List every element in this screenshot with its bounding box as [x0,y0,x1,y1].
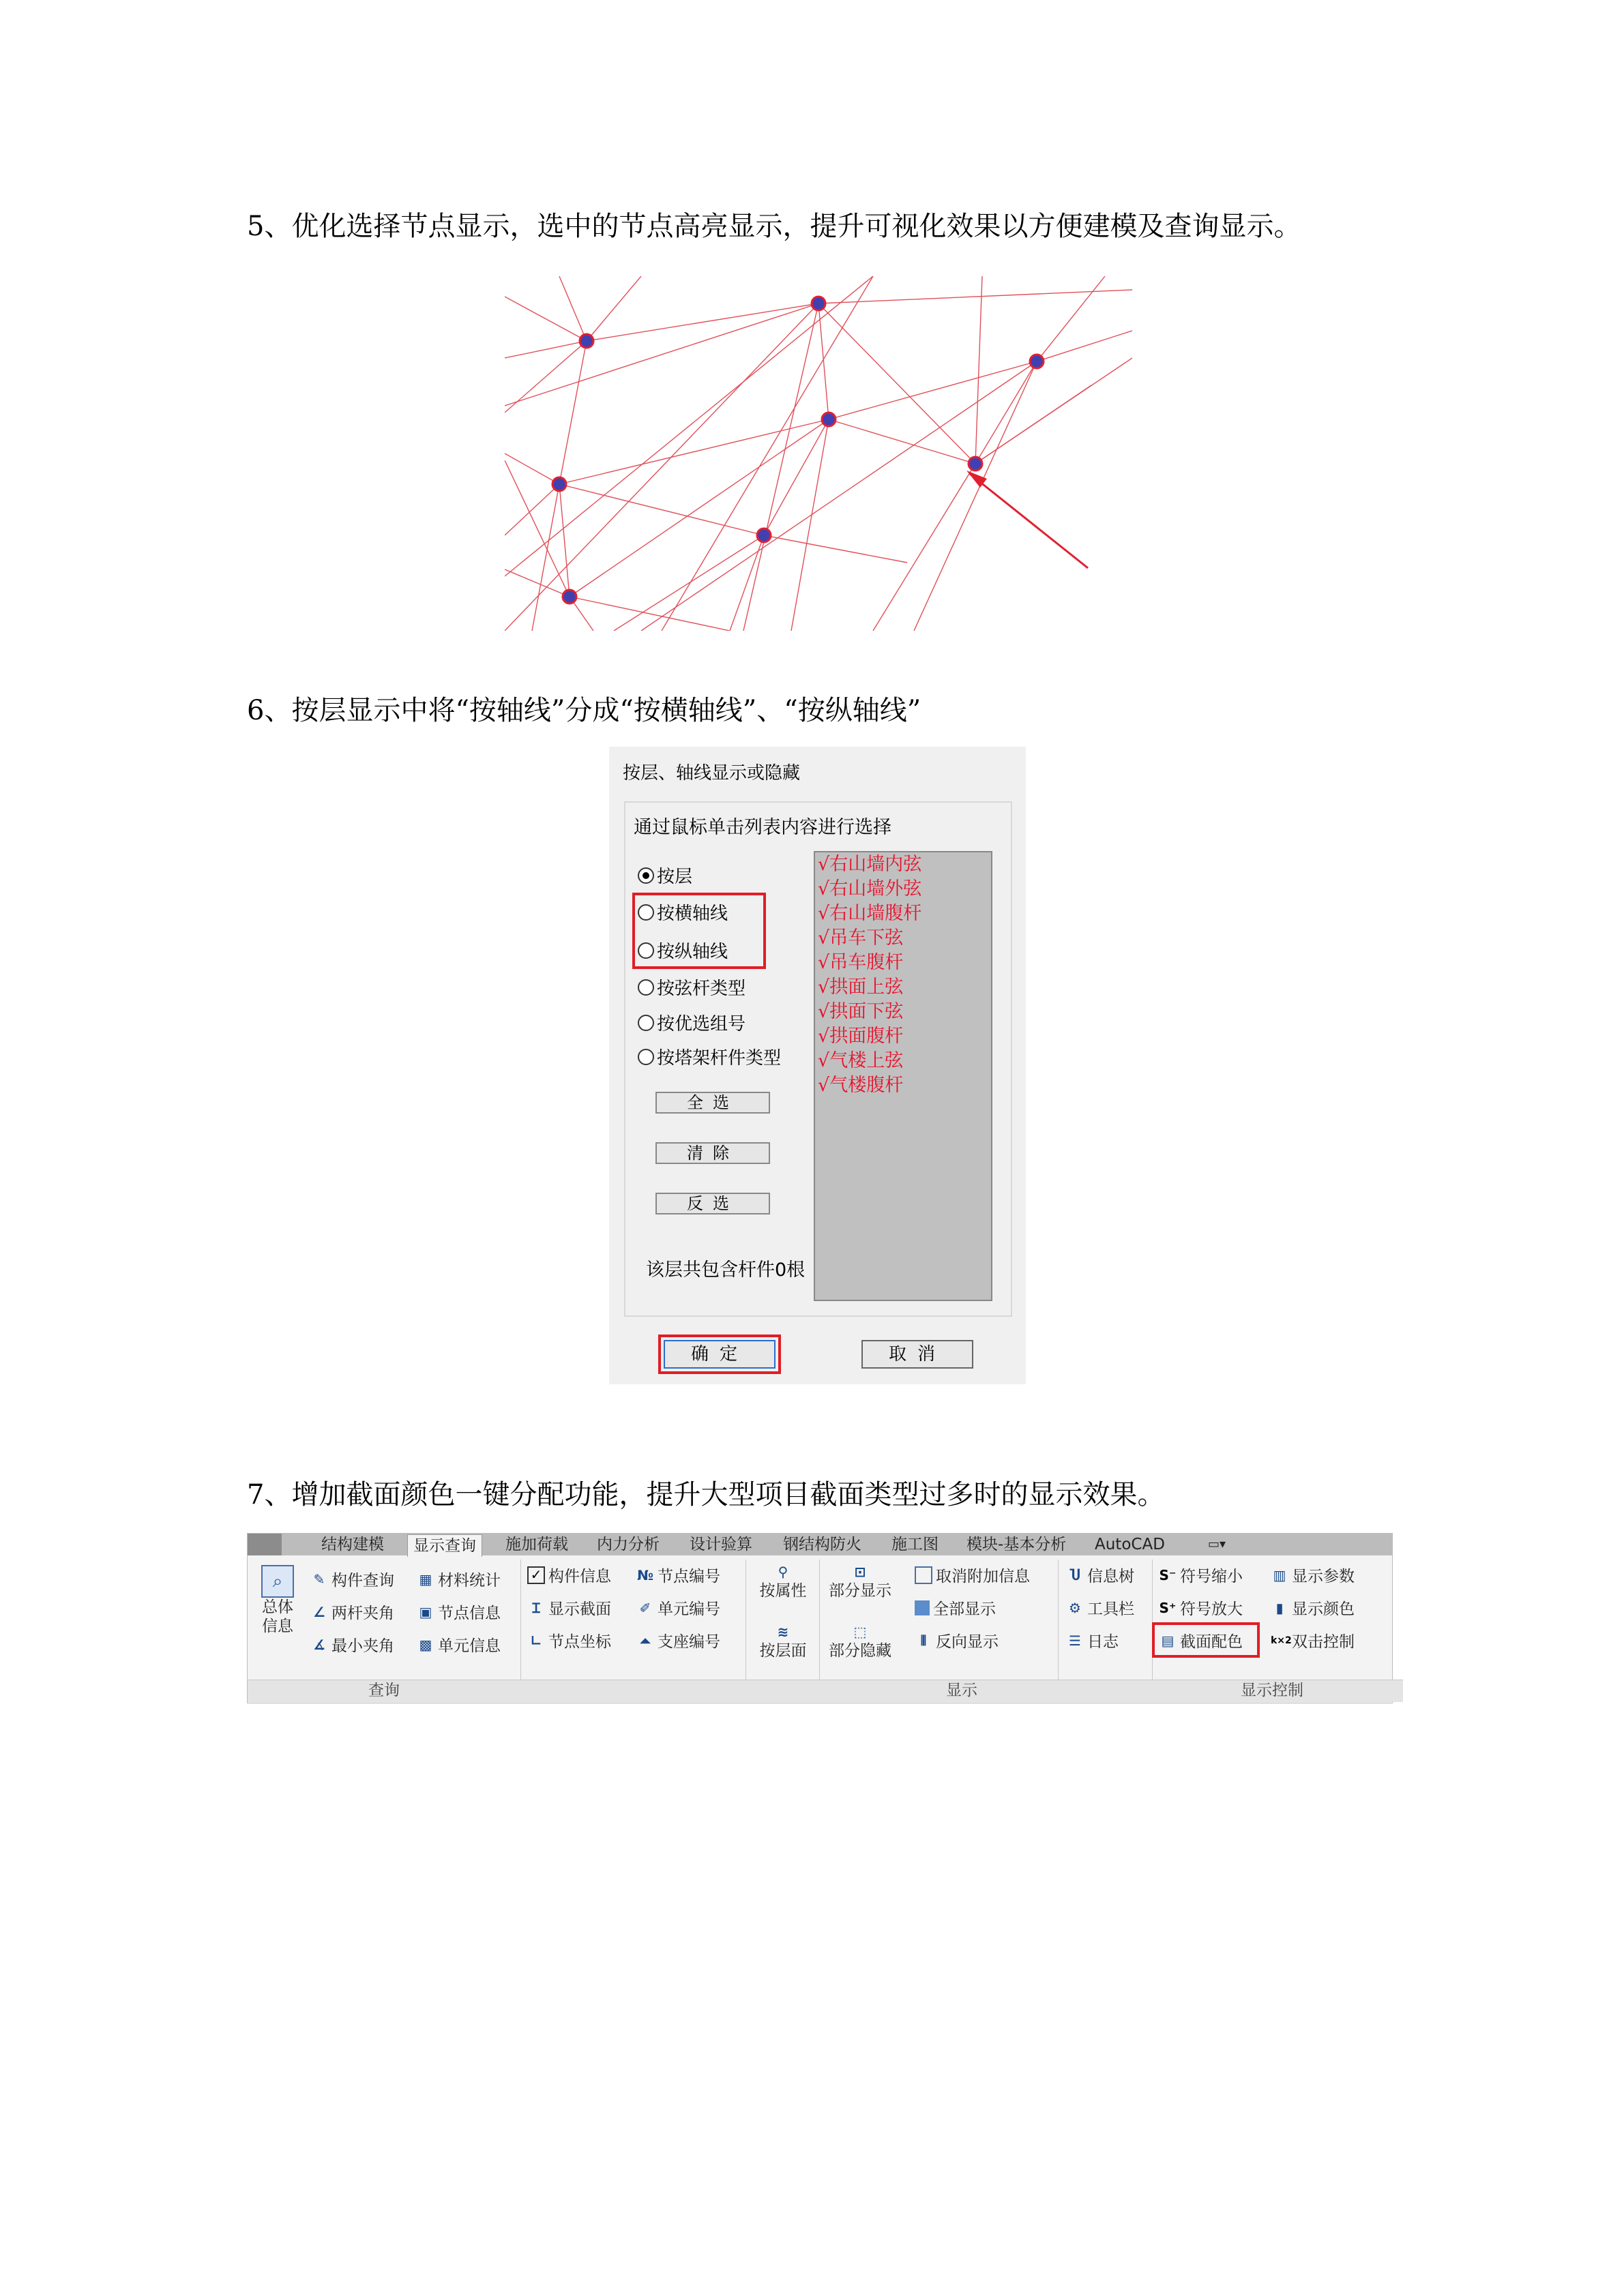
list-item[interactable]: √右山墙腹杆 [818,903,922,924]
list-item[interactable]: √右山墙内弦 [818,854,922,875]
checkbox-icon [915,1566,932,1584]
by-layer-button[interactable]: ≋ 按层面 [759,1624,807,1660]
group-label-query: 查询 [248,1680,520,1702]
member-line [1037,331,1132,361]
member-line [829,361,1037,419]
group-separator [1152,1560,1153,1680]
paragraph-5: 5、优化选择节点显示，选中的节点高亮显示，提升可视化效果以方便建模及查询显示。 [247,211,1301,242]
section-color-icon: ▤ [1161,1632,1175,1649]
member-line [1037,276,1105,361]
member-line [975,385,1091,464]
radio-circle-icon [638,979,654,996]
color-icon: ▮ [1275,1599,1284,1616]
radio-by-chord-type[interactable]: 按弦杆类型 [638,974,745,1000]
ok-button[interactable]: 确定 [664,1340,776,1369]
ribbon-toolbar [247,1533,1393,1703]
member-line [818,303,829,419]
member-line [641,361,1037,631]
section-icon: Ɪ [532,1599,540,1616]
double-click-icon: k×2 [1271,1635,1292,1646]
layers-icon: ≋ [777,1624,789,1640]
partial-hide-icon: ⬚ [853,1624,867,1640]
log-button[interactable]: ☰ 日志 [1066,1629,1119,1652]
node-marker[interactable] [969,457,982,471]
table-icon: ▦ [419,1570,432,1587]
member-line [559,341,587,484]
member-line [587,276,641,341]
symbol-enlarge-icon: S⁺ [1159,1599,1177,1616]
show-all-button[interactable]: 全部显示 [915,1596,996,1619]
layer-axis-dialog [609,747,1026,1384]
double-click-control-button[interactable]: k×2 双击控制 [1271,1629,1355,1652]
display-params-button[interactable]: ▥ 显示参数 [1271,1564,1355,1586]
partial-display-icon: ⊡ [854,1564,866,1580]
member-line [505,453,559,484]
member-line [764,419,829,535]
list-item[interactable]: √拱面下弦 [818,1001,904,1022]
info-tree-button[interactable]: Ⴎ 信息树 [1066,1564,1134,1586]
group-separator [1058,1560,1059,1680]
section-color-button[interactable]: ▤ 截面配色 [1159,1629,1243,1652]
paragraph-6: 6、按层显示中将“按轴线”分成“按横轴线”、“按纵轴线” [247,695,921,726]
list-item[interactable]: √拱面上弦 [818,976,904,998]
member-line [873,464,975,631]
member-count-text: 该层共包含杆件0根 [646,1259,806,1281]
list-item[interactable]: √气楼腹杆 [818,1075,904,1096]
node-marker[interactable] [822,413,836,426]
dialog-title: 按层、轴线显示或隐藏 [623,763,801,784]
group-title: 通过鼠标单击列表内容进行选择 [631,812,894,839]
select-all-button[interactable]: 全选 [655,1092,770,1114]
node-info-button[interactable]: ▣ 节点信息 [417,1600,501,1623]
show-all-icon [915,1600,930,1615]
member-line [570,597,730,631]
partial-display-button[interactable]: ⊡ 部分显示 [829,1564,891,1600]
member-line [559,419,829,484]
node-marker[interactable] [1030,355,1044,368]
reverse-icon: ⫴ [920,1632,927,1649]
member-line [505,303,818,631]
coordinate-icon: ∟ [530,1632,542,1649]
group-label-display: 显示 [520,1680,1403,1702]
support-number-button[interactable]: ⏶ 支座编号 [636,1629,720,1652]
radio-circle-icon [638,1015,654,1031]
cancel-extra-info-button[interactable]: 取消附加信息 [915,1564,1030,1586]
member-line [975,361,1037,464]
show-section-button[interactable]: Ɪ 显示截面 [527,1596,611,1619]
node-number-button[interactable]: № 节点编号 [636,1566,720,1585]
symbol-enlarge-button[interactable]: S⁺ 符号放大 [1159,1599,1243,1618]
highlight-box [658,1335,781,1374]
radio-dot-icon [638,867,654,884]
tree-icon: Ⴎ [1069,1566,1080,1583]
tab-steel-fire[interactable]: 钢结构防火 [783,1536,861,1553]
member-line [505,341,587,358]
symbol-shrink-icon: S⁻ [1159,1566,1177,1583]
partial-hide-button[interactable]: ⬚ 部分隐藏 [829,1624,891,1660]
radio-by-horizontal-axis[interactable]: 按横轴线 [638,899,728,925]
tab-design-check[interactable]: 设计验算 [690,1536,752,1553]
radio-by-group-number[interactable]: 按优选组号 [638,1010,745,1035]
display-color-button[interactable]: ▮ 显示颜色 [1271,1596,1355,1619]
material-stats-button[interactable]: ▦ 材料统计 [417,1568,501,1590]
member-line [559,484,570,597]
radio-by-tower-member-type[interactable]: 按塔架杆件类型 [638,1044,781,1069]
min-angle-button[interactable]: ∡ 最小夹角 [310,1633,394,1656]
node-marker[interactable] [552,477,566,491]
node-marker[interactable] [757,528,771,542]
symbol-shrink-button[interactable]: S⁻ 符号缩小 [1159,1566,1243,1585]
element-number-icon: ✐ [639,1599,651,1616]
member-line [570,419,829,597]
member-line [559,276,587,341]
member-line [559,484,764,535]
member-line [505,303,818,406]
checkbox-checked-icon: ✓ [527,1566,545,1584]
toolbar-button[interactable]: ⚙ 工具栏 [1066,1596,1134,1619]
list-item[interactable]: √拱面腹杆 [818,1026,904,1047]
element-number-button[interactable]: ✐ 单元编号 [636,1596,720,1619]
member-line [662,276,873,631]
group-separator [745,1560,746,1680]
gear-icon: ⚙ [1069,1599,1081,1616]
member-line [614,535,764,631]
member-query-icon: ✎ [313,1570,325,1587]
min-angle-icon: ∡ [313,1636,325,1653]
tab-internal-force[interactable]: 内力分析 [597,1536,660,1553]
group-separator [819,1560,820,1680]
clear-button[interactable]: 清除 [655,1142,770,1164]
tab-display-query[interactable]: 显示查询 [407,1534,482,1557]
support-icon: ⏶ [640,1632,651,1649]
truss-node-figure [505,276,1132,631]
member-line [587,303,818,341]
log-icon: ☰ [1069,1632,1081,1649]
element-info-icon: ▩ [419,1636,432,1653]
list-item[interactable]: √气楼上弦 [818,1050,904,1071]
node-marker[interactable] [563,590,576,603]
node-info-icon: ▣ [419,1603,432,1620]
radio-by-vertical-axis[interactable]: 按纵轴线 [638,938,728,963]
member-line [743,303,818,631]
tab-apply-loads[interactable]: 施加荷载 [505,1536,568,1553]
member-lines [505,276,1132,631]
file-tab[interactable] [248,1534,282,1555]
paragraph-7: 7、增加截面颜色一键分配功能，提升大型项目截面类型过多时的显示效果。 [247,1479,1165,1510]
tab-module-basic-analysis[interactable]: 模块-基本分析 [966,1536,1067,1553]
params-icon: ▥ [1273,1566,1286,1583]
dropdown-icon[interactable]: ▭▾ [1208,1537,1226,1551]
arrow-icon [966,471,1088,568]
node-coordinates-button[interactable]: ∟ 节点坐标 [527,1629,611,1652]
radio-by-layer[interactable]: 按层 [638,863,692,888]
overall-info-icon: ⌕ [261,1565,294,1598]
node-number-icon: № [636,1566,654,1583]
member-line [505,276,873,576]
member-line [764,535,907,563]
group-label-display-control: 显示控制 [1152,1680,1392,1702]
tab-structure-modeling[interactable]: 结构建模 [321,1536,384,1553]
member-line [914,361,1037,631]
highlight-box [632,893,766,969]
tab-construction-drawing[interactable]: 施工图 [891,1536,939,1553]
list-item[interactable]: √右山墙外弦 [818,878,922,899]
cancel-button[interactable]: 取消 [861,1340,973,1369]
member-line [505,297,587,341]
invert-button[interactable]: 反选 [655,1193,770,1214]
node-marker[interactable] [812,297,825,310]
by-attribute-icon: ⚲ [778,1564,788,1580]
member-line [975,276,982,464]
angle-icon: ∠ [313,1603,325,1620]
tab-autocad[interactable]: AutoCAD [1095,1536,1165,1553]
member-line [505,341,587,413]
member-query-button[interactable]: ✎ 构件查询 [310,1568,394,1590]
node-marker[interactable] [580,334,593,348]
two-member-angle-button[interactable]: ∠ 两杆夹角 [310,1600,394,1623]
member-type-list[interactable] [814,851,992,1301]
element-info-button[interactable]: ▩ 单元信息 [417,1633,501,1656]
highlight-box [1152,1622,1260,1658]
overall-info-button[interactable]: ⌕ 总体信息 [257,1565,298,1636]
member-info-toggle[interactable]: ✓ 构件信息 [527,1564,611,1586]
list-item[interactable]: √吊车腹杆 [818,952,904,973]
group-separator [520,1560,521,1680]
reverse-display-button[interactable]: ⫴ 反向显示 [915,1629,999,1652]
list-item[interactable]: √吊车下弦 [818,927,904,949]
radio-circle-icon [638,1049,654,1065]
by-attribute-button[interactable]: ⚲ 按属性 [759,1564,807,1600]
